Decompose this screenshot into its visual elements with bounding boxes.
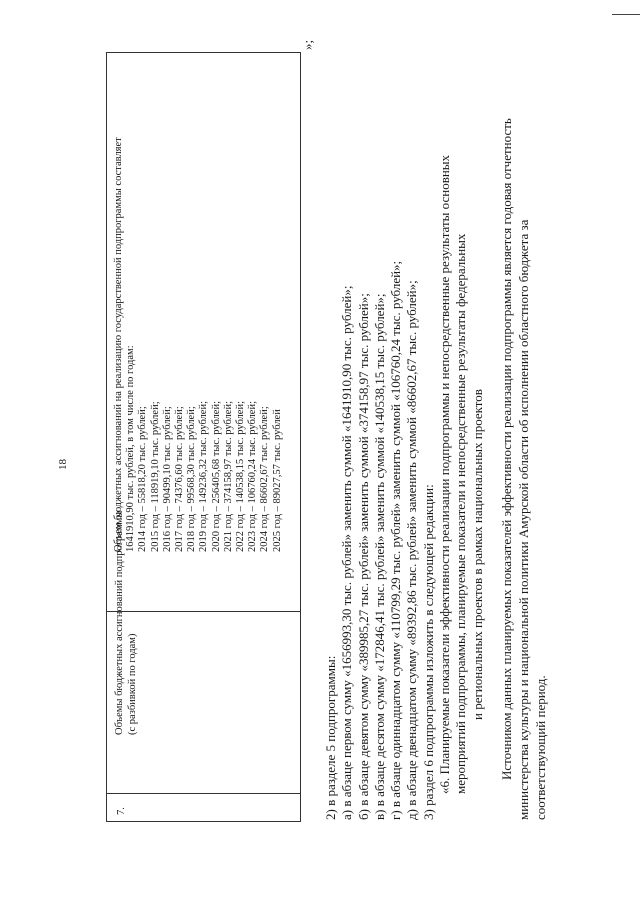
list-item: в) в абзаце десятом сумму «172846,41 тыс. рублей» заменить суммой «140538,15 тыс. рублей»; bbox=[371, 293, 387, 820]
cell-value-line: 2016 год – 90499,10 тыс. рублей; bbox=[161, 406, 173, 552]
quote-close: »; bbox=[300, 39, 315, 50]
table-divider bbox=[107, 793, 300, 794]
cell-value-line: Объем бюджетных ассигнований на реализацию государственной подпрограммы составляет bbox=[113, 137, 124, 552]
cell-value-line: 2024 год – 86602,67 тыс. рублей; bbox=[259, 406, 271, 552]
source-line: соответствующий период. bbox=[533, 675, 548, 820]
table-row-number: 7. bbox=[116, 807, 127, 815]
cell-value-line: 2014 год – 55818,20 тыс. рублей; bbox=[137, 406, 149, 552]
source-paragraph bbox=[498, 118, 549, 820]
source-line: Источником данных планируемых показателей эффективности реализации подпрограммы является годовая отчетность bbox=[499, 118, 514, 780]
cell-value-line: 2015 год – 118919,10 тыс. рублей; bbox=[149, 401, 161, 552]
source-line: министерства культуры и национальной политики Амурской области об исполнении областного бюджета за bbox=[516, 219, 531, 820]
cell-value-line: 2025 год – 89027,57 тыс. рублей bbox=[271, 409, 283, 552]
cell-value-line: 2017 год – 74376,60 тыс. рублей; bbox=[174, 406, 186, 552]
section-heading-line: мероприятий подпрограммы, планируемые показатели и непосредственные результаты федеральных bbox=[453, 233, 469, 794]
cell-value-line: 2019 год – 149236,32 тыс. рублей; bbox=[198, 400, 210, 552]
cell-value-line: 2022 год – 140538,15 тыс. рублей; bbox=[235, 400, 247, 552]
section-heading-line: «6. Планируемые показатели эффективности реализации подпрограммы и непосредственные результаты основных bbox=[437, 154, 453, 794]
cell-value-line: 2018 год – 99568,30 тыс. рублей; bbox=[186, 406, 198, 552]
list-item: а) в абзаце первом сумму «1656993,30 тыс. рублей» заменить суммой «1641910,90 тыс. рублей»; bbox=[339, 285, 355, 820]
cell-value-line: 2023 год – 106760,24 тыс. рублей; bbox=[247, 400, 259, 552]
edge-mark bbox=[612, 14, 640, 15]
cell-name-line: (с разбивкой по годам) bbox=[127, 633, 138, 735]
table-cell-value bbox=[113, 137, 284, 552]
cell-name-line: Объемы бюджетных ассигнований подпрограммы bbox=[114, 510, 125, 735]
section-heading-line: и региональных проектов в рамках национальных проектов bbox=[469, 389, 485, 720]
cell-value-line: 2021 год – 374158,97 тыс. рублей; bbox=[222, 400, 234, 552]
list-item: 2) в разделе 5 подпрограммы: bbox=[323, 655, 338, 820]
list-item: 3) раздел 6 подпрограммы изложить в следующей редакции: bbox=[420, 484, 436, 820]
list-item: г) в абзаце одиннадцатом сумму «110799,29 тыс. рублей» заменить суммой «106760,24 тыс. рублей»; bbox=[388, 260, 404, 820]
list-item: д) в абзаце двенадцатом сумму «89392,86 тыс. рублей» заменить суммой «86602,67 тыс. рублей»; bbox=[404, 280, 420, 820]
amendments-list bbox=[323, 155, 486, 820]
list-item: б) в абзаце девятом сумму «389985,27 тыс. рублей» заменить суммой «374158,97 тыс. рублей»; bbox=[355, 293, 371, 820]
page-number: 18 bbox=[57, 459, 69, 470]
cell-value-line: 1641910,90 тыс. рублей, в том числе по годам: bbox=[125, 345, 137, 552]
cell-value-line: 2020 год – 256405,68 тыс. рублей; bbox=[210, 400, 222, 552]
